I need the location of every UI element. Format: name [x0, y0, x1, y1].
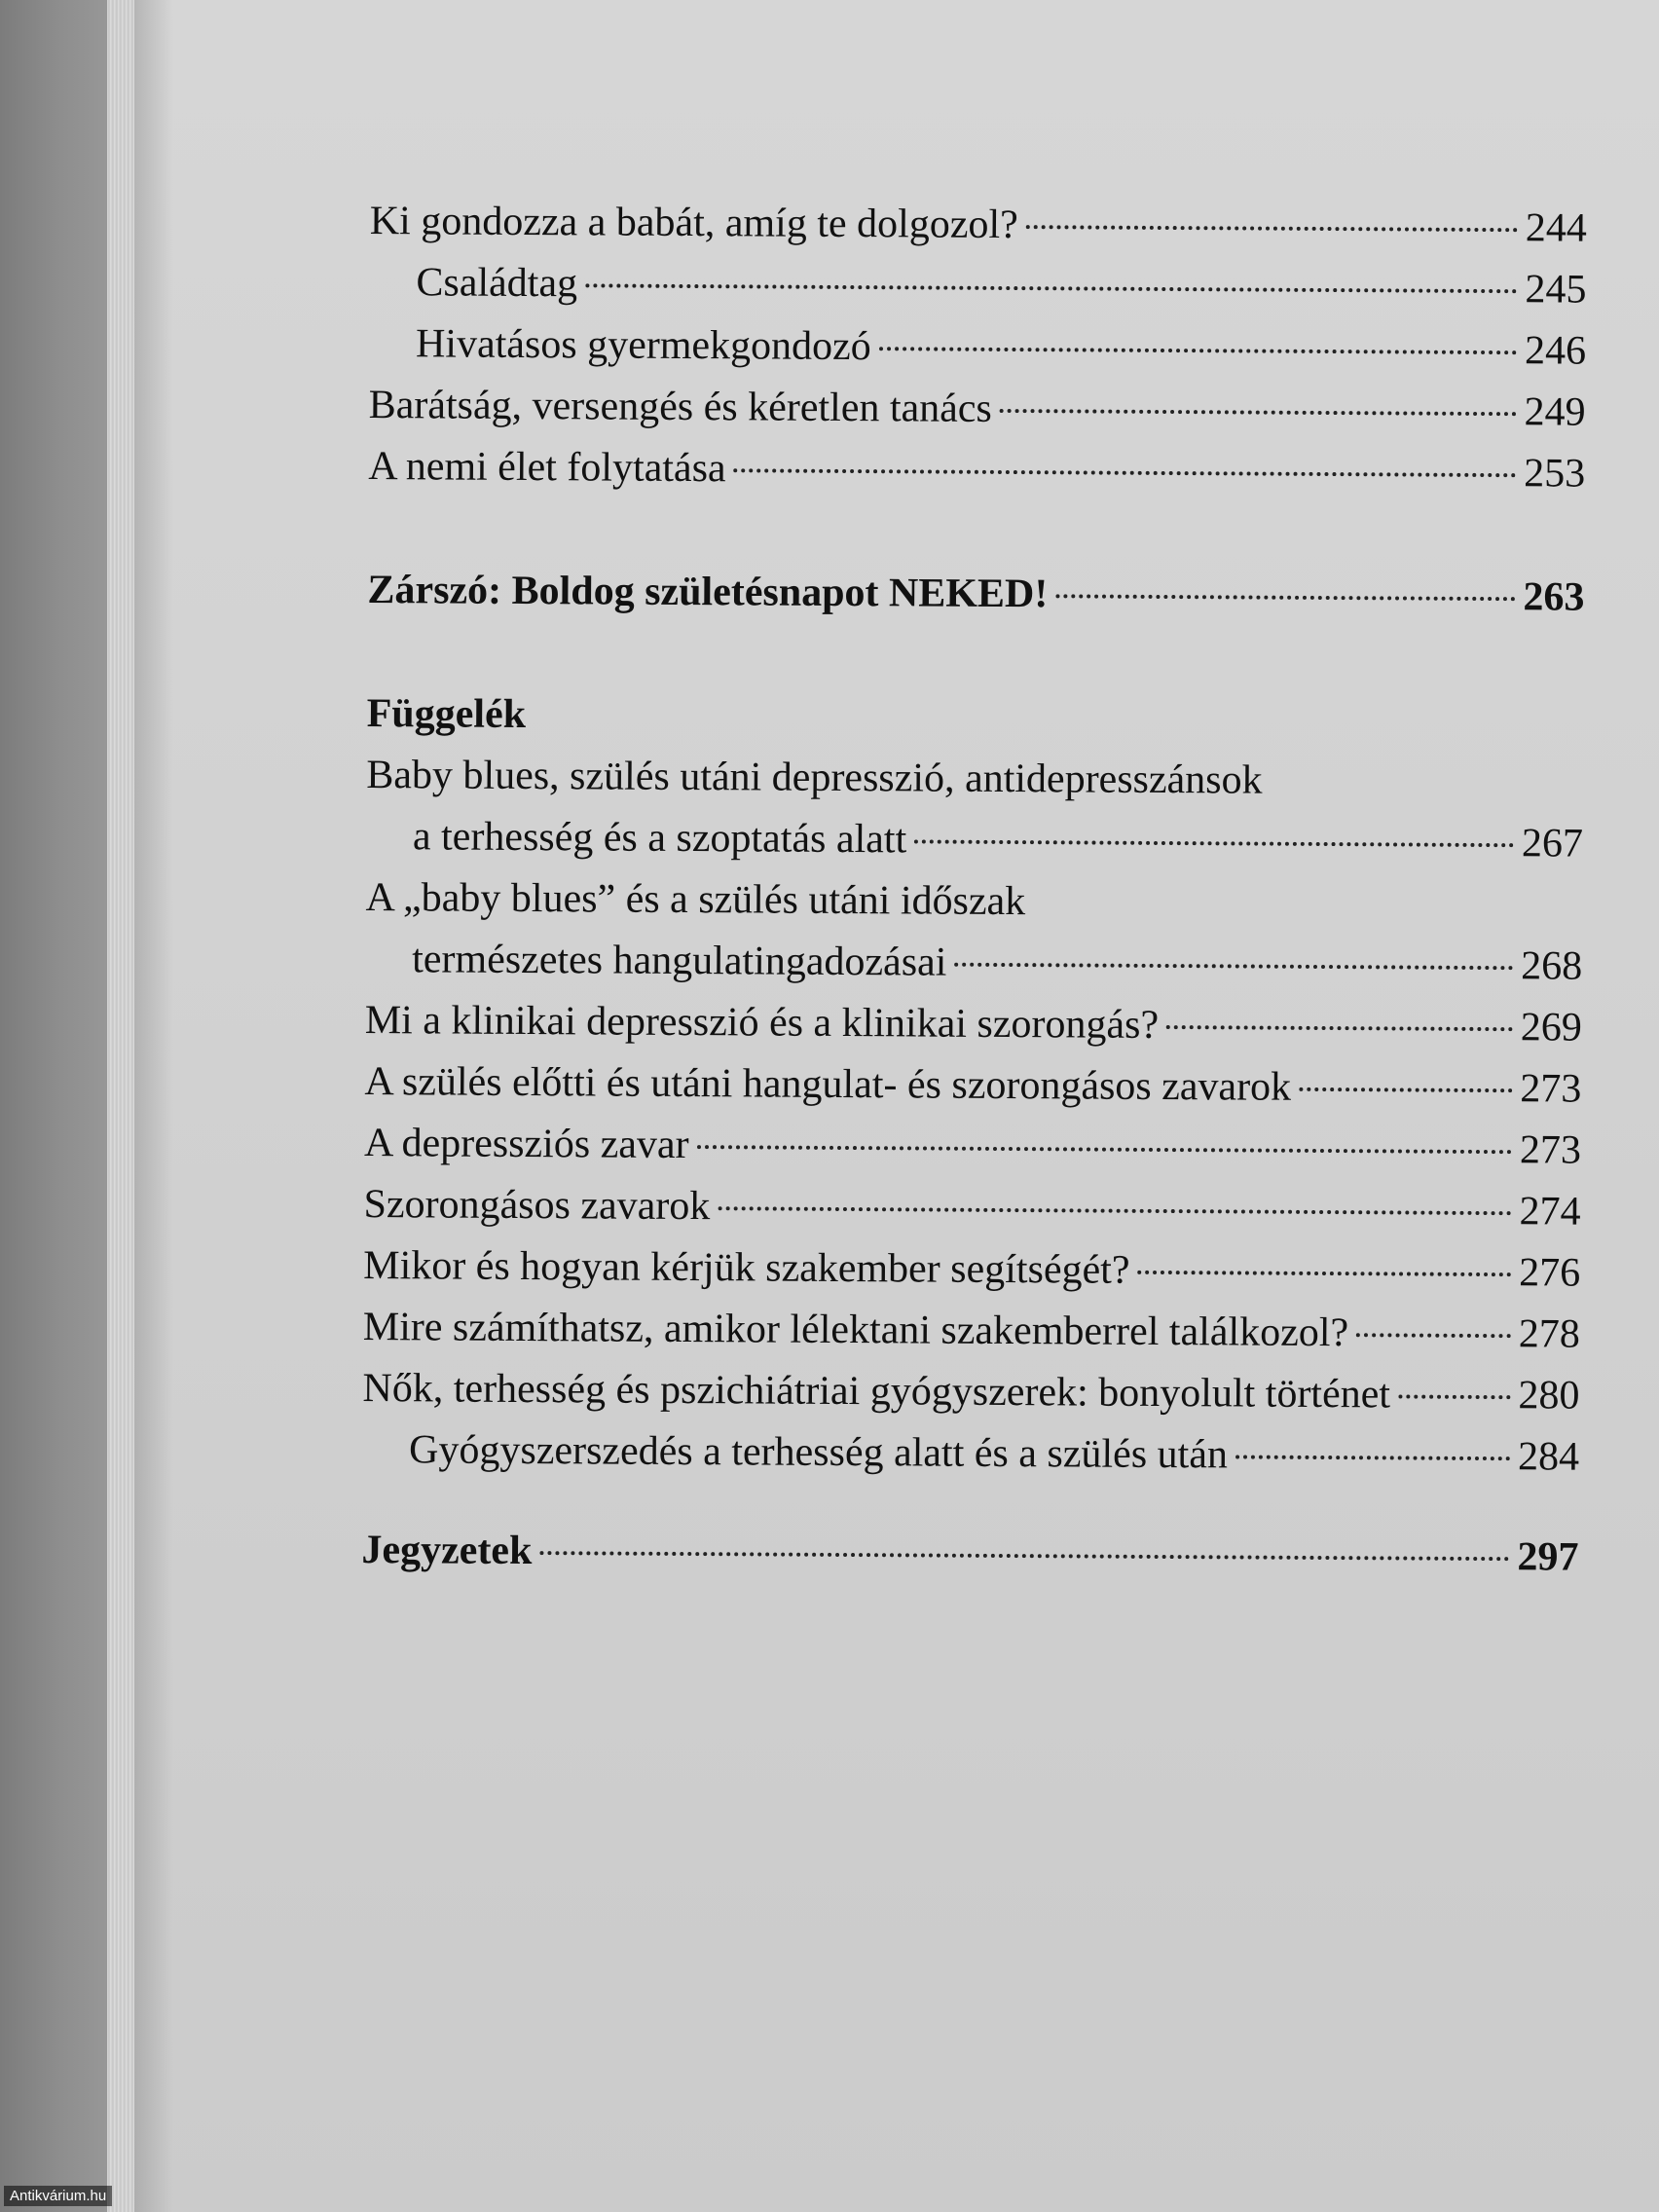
toc-entry	[368, 375, 1585, 444]
toc-entry-page: 297	[1517, 1534, 1579, 1580]
toc-entry-title: Mikor és hogyan kérjük szakember segítségét?	[363, 1242, 1130, 1293]
toc-entry-page: 249	[1524, 389, 1586, 435]
toc-entry-first-line: Baby blues, szülés utáni depresszió, antidepresszánsok	[366, 752, 1263, 803]
toc-entry-page: 245	[1525, 267, 1587, 313]
spacer	[368, 498, 1585, 568]
toc-entry	[363, 1297, 1580, 1366]
watermark: Antikvárium.hu	[4, 2186, 112, 2206]
toc-entry-title: A depressziós zavar	[363, 1120, 689, 1168]
toc-entry-title: Gyógyszerszedés a terhesség alatt és a szülés után	[408, 1427, 1229, 1478]
toc-entry	[364, 1051, 1581, 1121]
toc-entry	[363, 1174, 1580, 1243]
toc-entry-title: Barátság, versengés és kéretlen tanács	[368, 382, 993, 431]
toc-entry-title: Családtag	[416, 260, 578, 307]
section-heading-fuggelek: Függelék	[366, 690, 527, 737]
table-surface	[0, 0, 122, 2212]
toc-entry-title: Hivatásos gyermekgondozó	[415, 321, 871, 370]
dot-leader	[1000, 409, 1517, 416]
dot-leader	[1055, 594, 1515, 601]
toc-entry-title: Ki gondozza a babát, amíg te dolgozol?	[369, 198, 1018, 248]
toc-entry-first-line: A „baby blues” és a szülés utáni időszak	[365, 874, 1026, 925]
toc-entry	[365, 929, 1582, 998]
toc-entry	[366, 806, 1583, 875]
toc-entry-page: 263	[1523, 574, 1585, 620]
dot-leader	[585, 283, 1517, 293]
toc-entry	[370, 191, 1587, 260]
toc-entry	[362, 1358, 1579, 1427]
toc-entry-page: 276	[1519, 1250, 1581, 1296]
toc-entry-page: 280	[1518, 1373, 1580, 1419]
toc-entry	[362, 1419, 1579, 1489]
toc-entry-title: Nők, terhesség és pszichiátriai gyógyszerek: bonyolult történet	[362, 1365, 1391, 1418]
dot-leader	[1299, 1088, 1512, 1092]
dot-leader	[879, 347, 1517, 354]
toc-entry-title: természetes hangulatingadozásai	[412, 937, 947, 985]
toc-entry-jegyzetek	[361, 1520, 1578, 1589]
gutter-shadow	[134, 0, 173, 2212]
toc-entry-page: 253	[1524, 451, 1586, 497]
page-edges	[107, 0, 136, 2212]
toc-entry-page: 246	[1524, 328, 1587, 374]
toc-entry	[363, 1235, 1580, 1305]
dot-leader	[914, 839, 1514, 847]
toc-entry-title: A nemi élet folytatása	[368, 443, 726, 492]
toc-entry-page: 244	[1525, 205, 1587, 251]
toc-entry-title: Jegyzetek	[361, 1527, 533, 1574]
toc-entry-title: Szorongásos zavarok	[363, 1181, 711, 1230]
toc-entry-page: 267	[1521, 821, 1584, 866]
toc-entry-title: Zárszó: Boldog születésnapot NEKED!	[367, 567, 1049, 617]
dot-leader	[1026, 225, 1518, 232]
dot-leader	[1166, 1025, 1513, 1031]
toc-entry-page: 269	[1520, 1005, 1582, 1051]
toc-entry	[368, 436, 1585, 505]
toc-entry	[364, 1113, 1581, 1182]
toc-entry-title: Mire számíthatsz, amikor lélektani szakemberrel találkozol?	[362, 1304, 1349, 1356]
dot-leader	[954, 963, 1513, 971]
toc-entry-title: a terhesség és a szoptatás alatt	[412, 814, 907, 863]
toc-entry-title: A szülés előtti és utáni hangulat- és szorongásos zavarok	[364, 1058, 1292, 1110]
toc-entry-page: 268	[1521, 943, 1583, 989]
dot-leader	[718, 1206, 1511, 1215]
toc-entry	[369, 313, 1586, 383]
spacer	[367, 621, 1584, 691]
toc-entry-page: 273	[1519, 1127, 1582, 1173]
dot-leader	[1137, 1271, 1511, 1276]
dot-leader	[1356, 1333, 1511, 1338]
toc-entry-page: 273	[1520, 1066, 1582, 1112]
toc-entry	[365, 990, 1582, 1059]
toc-entry-page: 284	[1517, 1434, 1580, 1480]
dot-leader	[539, 1551, 1509, 1561]
dot-leader	[734, 468, 1517, 477]
toc-entry-page: 274	[1519, 1189, 1581, 1235]
toc-entry	[369, 252, 1586, 321]
table-of-contents	[361, 191, 1587, 1589]
toc-entry-zarszo	[367, 560, 1584, 629]
dot-leader	[697, 1145, 1512, 1154]
dot-leader	[1398, 1394, 1510, 1399]
toc-entry-page: 278	[1518, 1311, 1580, 1357]
toc-entry-title: Mi a klinikai depresszió és a klinikai szorongás?	[364, 997, 1160, 1048]
dot-leader	[1235, 1455, 1510, 1460]
